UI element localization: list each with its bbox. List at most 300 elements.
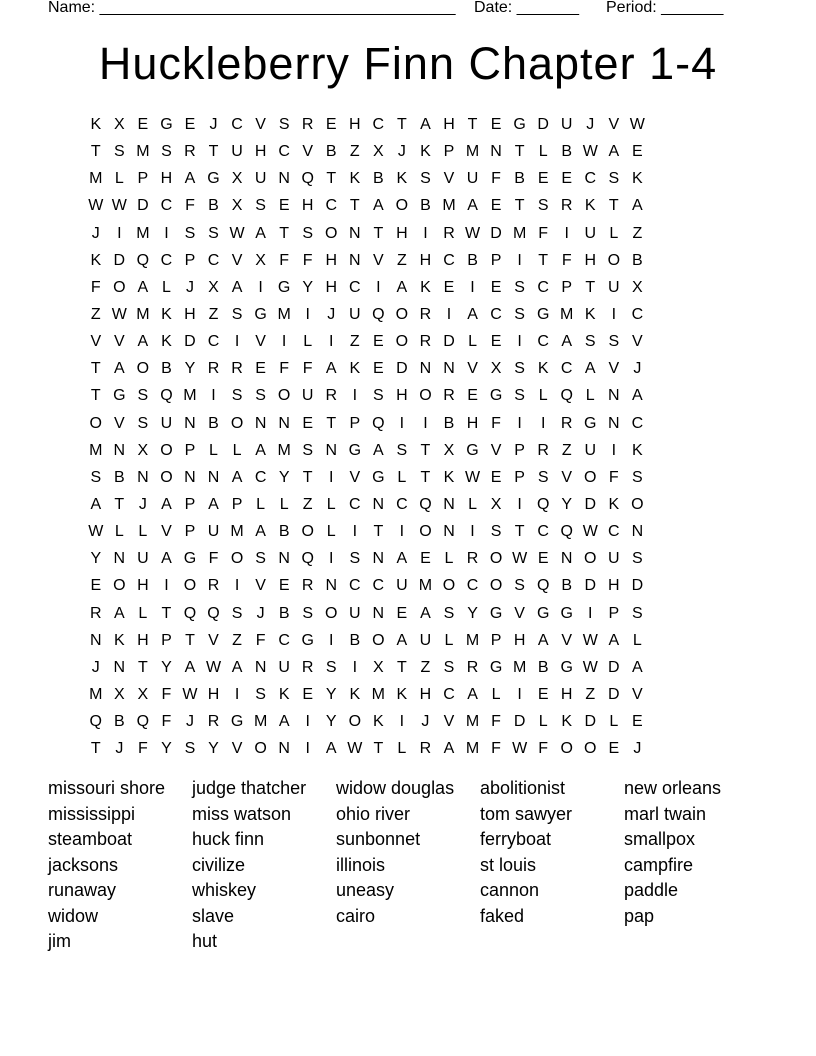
grid-letter: M bbox=[277, 441, 291, 459]
grid-letter: V bbox=[608, 116, 620, 133]
grid-letter: J bbox=[256, 604, 265, 622]
grid-letter: R bbox=[207, 577, 220, 595]
grid-letter: W bbox=[111, 197, 127, 215]
grid-letter: V bbox=[113, 414, 125, 432]
grid-letter: A bbox=[420, 116, 431, 133]
grid-letter: K bbox=[278, 685, 290, 703]
grid-letter: V bbox=[632, 333, 643, 351]
grid-letter: U bbox=[466, 170, 479, 188]
grid-letter: T bbox=[279, 224, 290, 242]
word-bank-item: pap bbox=[624, 905, 655, 926]
grid-letter: S bbox=[443, 604, 455, 622]
grid-letter: G bbox=[254, 305, 267, 323]
grid-letter: C bbox=[207, 251, 220, 269]
grid-letter: N bbox=[443, 523, 455, 541]
grid-letter: W bbox=[582, 658, 598, 676]
grid-letter: L bbox=[444, 550, 454, 568]
grid-letter: A bbox=[608, 143, 620, 161]
grid-letter: C bbox=[584, 170, 597, 188]
grid-letter: V bbox=[561, 468, 573, 486]
grid-letter: Z bbox=[232, 631, 242, 649]
grid-letter: K bbox=[608, 495, 620, 513]
grid-letter: P bbox=[161, 631, 172, 649]
grid-letter: E bbox=[443, 278, 455, 296]
grid-letter: Y bbox=[325, 713, 337, 731]
grid-letter: T bbox=[373, 224, 384, 242]
grid-letter: H bbox=[207, 685, 220, 703]
grid-letter: C bbox=[537, 523, 549, 541]
grid-letter: T bbox=[90, 360, 101, 378]
grid-letter: A bbox=[255, 441, 266, 459]
grid-letter: O bbox=[254, 740, 267, 758]
grid-letter: O bbox=[183, 577, 197, 595]
grid-letter: O bbox=[419, 523, 432, 541]
grid-letter: B bbox=[467, 251, 478, 269]
grid-letter: W bbox=[205, 658, 222, 676]
grid-letter: Z bbox=[585, 685, 596, 703]
grid-letter: I bbox=[164, 577, 169, 595]
grid-letter: W bbox=[582, 523, 598, 541]
grid-letter: T bbox=[420, 468, 431, 486]
grid-letter: E bbox=[396, 604, 408, 622]
grid-letter: T bbox=[373, 740, 384, 758]
grid-letter: U bbox=[231, 143, 243, 161]
grid-letter: H bbox=[160, 170, 173, 188]
grid-letter: W bbox=[111, 305, 127, 323]
grid-letter: Z bbox=[349, 333, 360, 351]
grid-letter: U bbox=[560, 116, 573, 133]
grid-letter: E bbox=[137, 116, 149, 133]
grid-letter: P bbox=[514, 468, 525, 486]
grid-row bbox=[84, 572, 649, 599]
grid-letter: K bbox=[537, 360, 549, 378]
grid-letter: G bbox=[489, 387, 503, 405]
grid-letter: G bbox=[160, 116, 173, 133]
grid-letter: T bbox=[396, 658, 407, 676]
grid-letter: O bbox=[607, 251, 621, 269]
grid-letter: Q bbox=[560, 523, 573, 541]
grid-letter: W bbox=[88, 197, 104, 215]
grid-letter: A bbox=[584, 360, 596, 378]
grid-letter: O bbox=[277, 387, 291, 405]
grid-letter: A bbox=[373, 197, 384, 215]
grid-letter: N bbox=[560, 550, 573, 568]
grid-letter: G bbox=[207, 170, 220, 188]
grid-letter: Z bbox=[90, 305, 101, 323]
grid-letter: F bbox=[90, 278, 101, 296]
grid-letter: W bbox=[464, 224, 481, 242]
grid-letter: C bbox=[560, 360, 573, 378]
grid-letter: Y bbox=[278, 468, 290, 486]
word-bank-item: st louis bbox=[480, 854, 537, 875]
grid-letter: P bbox=[443, 143, 455, 161]
grid-letter: Z bbox=[396, 251, 407, 269]
grid-letter: T bbox=[349, 197, 360, 215]
grid-letter: R bbox=[207, 713, 220, 731]
grid-letter: P bbox=[184, 441, 196, 459]
grid-letter: J bbox=[91, 224, 100, 242]
grid-letter: U bbox=[160, 414, 173, 432]
grid-letter: K bbox=[584, 197, 596, 215]
grid-letter: I bbox=[329, 468, 334, 486]
grid-letter: G bbox=[560, 604, 573, 622]
grid-letter: R bbox=[419, 740, 432, 758]
grid-letter: A bbox=[467, 197, 478, 215]
grid-letter: S bbox=[231, 604, 243, 622]
grid-letter: N bbox=[349, 224, 361, 242]
grid-letter: H bbox=[584, 251, 597, 269]
grid-letter: R bbox=[301, 116, 314, 133]
grid-letter: X bbox=[113, 685, 125, 703]
grid-letter: I bbox=[234, 685, 240, 703]
grid-letter: L bbox=[444, 631, 454, 649]
grid-letter: S bbox=[161, 143, 172, 161]
grid-letter: S bbox=[632, 550, 643, 568]
grid-letter: C bbox=[443, 251, 455, 269]
grid-letter: C bbox=[631, 414, 644, 432]
grid-letter: A bbox=[373, 441, 384, 459]
grid-row bbox=[84, 545, 649, 572]
grid-letter: V bbox=[561, 631, 573, 649]
word-bank-item: miss watson bbox=[192, 803, 292, 824]
grid-letter: J bbox=[185, 713, 194, 731]
grid-letter: S bbox=[514, 360, 525, 378]
grid-letter: G bbox=[489, 658, 503, 676]
grid-letter: N bbox=[372, 604, 385, 622]
grid-letter: G bbox=[489, 604, 503, 622]
grid-letter: L bbox=[397, 468, 407, 486]
word-bank-item: ohio river bbox=[336, 803, 411, 824]
word-bank-item: mississippi bbox=[48, 803, 136, 824]
grid-letter: S bbox=[255, 387, 266, 405]
grid-letter: I bbox=[352, 523, 358, 541]
grid-letter: F bbox=[538, 740, 549, 758]
grid-letter: C bbox=[160, 197, 173, 215]
grid-letter: O bbox=[160, 468, 173, 486]
grid-letter: F bbox=[161, 685, 172, 703]
grid-letter: M bbox=[465, 740, 480, 758]
grid-letter: Y bbox=[325, 685, 337, 703]
grid-letter: O bbox=[395, 333, 409, 351]
grid-letter: L bbox=[538, 387, 548, 405]
grid-row bbox=[84, 437, 649, 464]
grid-letter: O bbox=[584, 740, 597, 758]
grid-letter: B bbox=[325, 143, 337, 161]
grid-letter: X bbox=[490, 495, 502, 513]
grid-letter: Y bbox=[467, 604, 478, 622]
grid-letter: I bbox=[258, 278, 263, 296]
grid-letter: Q bbox=[89, 713, 102, 731]
grid-letter: X bbox=[137, 685, 149, 703]
grid-letter: F bbox=[161, 713, 172, 731]
grid-letter: L bbox=[326, 495, 336, 513]
grid-letter: N bbox=[254, 414, 267, 432]
grid-letter: X bbox=[373, 658, 384, 676]
grid-letter: A bbox=[278, 713, 290, 731]
grid-letter: G bbox=[113, 387, 126, 405]
grid-letter: A bbox=[608, 631, 620, 649]
grid-letter: E bbox=[325, 116, 337, 133]
grid-letter: R bbox=[560, 414, 573, 432]
grid-letter: E bbox=[255, 360, 266, 378]
grid-letter: T bbox=[326, 170, 337, 188]
grid-letter: Z bbox=[349, 143, 360, 161]
word-bank-item: paddle bbox=[624, 880, 679, 900]
grid-letter: L bbox=[279, 495, 289, 513]
grid-letter: U bbox=[207, 523, 220, 541]
grid-letter: R bbox=[184, 143, 196, 161]
grid-letter: T bbox=[90, 387, 101, 405]
grid-letter: R bbox=[419, 333, 432, 351]
grid-letter: J bbox=[586, 116, 595, 133]
grid-letter: Z bbox=[420, 658, 431, 676]
grid-letter: O bbox=[301, 523, 314, 541]
grid-letter: G bbox=[536, 604, 550, 622]
grid-letter: R bbox=[301, 658, 314, 676]
grid-letter: P bbox=[608, 604, 620, 622]
grid-letter: B bbox=[278, 604, 290, 622]
grid-letter: H bbox=[184, 305, 196, 323]
grid-letter: I bbox=[564, 224, 569, 242]
word-bank-item: jim bbox=[48, 931, 71, 951]
grid-letter: L bbox=[609, 713, 619, 731]
grid-letter: Y bbox=[208, 740, 219, 758]
grid-letter: I bbox=[446, 305, 452, 323]
grid-letter: A bbox=[255, 224, 266, 242]
grid-letter: E bbox=[537, 550, 549, 568]
grid-letter: O bbox=[325, 604, 338, 622]
grid-letter: F bbox=[302, 251, 313, 269]
grid-letter: S bbox=[302, 441, 314, 459]
grid-letter: C bbox=[349, 577, 361, 595]
grid-letter: I bbox=[517, 333, 522, 351]
grid-letter: Q bbox=[183, 604, 197, 622]
grid-letter: T bbox=[467, 116, 478, 133]
grid-letter: C bbox=[278, 631, 290, 649]
grid-letter: O bbox=[325, 224, 338, 242]
grid-letter: E bbox=[632, 143, 643, 161]
grid-letter: S bbox=[490, 523, 502, 541]
grid-letter: F bbox=[561, 251, 572, 269]
grid-letter: E bbox=[490, 116, 502, 133]
grid-letter: U bbox=[608, 278, 620, 296]
grid-letter: V bbox=[255, 333, 266, 351]
grid-letter: L bbox=[538, 713, 548, 731]
grid-letter: I bbox=[517, 495, 522, 513]
grid-letter: T bbox=[585, 278, 596, 296]
grid-letter: D bbox=[513, 713, 526, 731]
grid-letter: R bbox=[207, 360, 220, 378]
grid-letter: H bbox=[301, 197, 314, 215]
grid-letter: N bbox=[443, 360, 455, 378]
grid-letter: L bbox=[468, 495, 477, 513]
grid-letter: I bbox=[588, 604, 593, 622]
grid-letter: Y bbox=[561, 495, 573, 513]
grid-letter: B bbox=[561, 143, 573, 161]
grid-letter: E bbox=[90, 577, 102, 595]
grid-letter: W bbox=[582, 631, 598, 649]
grid-letter: M bbox=[442, 197, 456, 215]
grid-letter: J bbox=[115, 740, 124, 758]
grid-letter: A bbox=[396, 278, 408, 296]
grid-letter: P bbox=[349, 414, 361, 432]
grid-letter: K bbox=[584, 305, 596, 323]
grid-letter: A bbox=[632, 387, 643, 405]
grid-letter: D bbox=[537, 116, 549, 133]
grid-letter: N bbox=[113, 441, 126, 459]
grid-letter: G bbox=[277, 278, 291, 296]
grid-letter: M bbox=[89, 441, 103, 459]
grid-letter: G bbox=[230, 713, 244, 731]
grid-letter: S bbox=[396, 441, 408, 459]
grid-letter: C bbox=[372, 116, 385, 133]
grid-letter: T bbox=[302, 468, 313, 486]
grid-letter: G bbox=[466, 441, 479, 459]
grid-letter: B bbox=[537, 658, 549, 676]
grid-letter: N bbox=[608, 414, 620, 432]
grid-letter: A bbox=[231, 468, 243, 486]
grid-letter: I bbox=[611, 305, 617, 323]
grid-letter: O bbox=[136, 360, 150, 378]
grid-letter: U bbox=[278, 658, 290, 676]
grid-letter: D bbox=[443, 333, 455, 351]
grid-letter: L bbox=[209, 441, 218, 459]
grid-letter: Q bbox=[301, 550, 314, 568]
grid-letter: Z bbox=[632, 224, 643, 242]
grid-letter: G bbox=[513, 116, 526, 133]
grid-letter: G bbox=[301, 631, 314, 649]
grid-letter: J bbox=[421, 713, 430, 731]
grid-letter: I bbox=[234, 333, 240, 351]
grid-letter: J bbox=[633, 740, 642, 758]
grid-letter: S bbox=[302, 604, 314, 622]
grid-letter: O bbox=[395, 305, 409, 323]
grid-letter: K bbox=[632, 441, 643, 459]
date-field-label: Date: _______ bbox=[474, 0, 579, 16]
word-bank-item: cannon bbox=[480, 880, 540, 900]
word-bank-item: whiskey bbox=[192, 880, 257, 900]
grid-letter: S bbox=[608, 333, 620, 351]
word-bank-item: steamboat bbox=[48, 829, 133, 849]
grid-letter: S bbox=[208, 224, 219, 242]
grid-letter: A bbox=[632, 658, 643, 676]
grid-letter: E bbox=[561, 170, 573, 188]
grid-letter: H bbox=[560, 685, 573, 703]
grid-letter: L bbox=[491, 685, 501, 703]
grid-letter: E bbox=[184, 116, 196, 133]
grid-letter: V bbox=[208, 631, 219, 649]
grid-letter: S bbox=[255, 550, 266, 568]
word-bank-item: new orleans bbox=[624, 778, 722, 798]
grid-letter: I bbox=[399, 523, 405, 541]
grid-letter: N bbox=[608, 387, 620, 405]
grid-letter: E bbox=[490, 197, 502, 215]
grid-letter: M bbox=[465, 143, 480, 161]
grid-letter: R bbox=[325, 387, 338, 405]
grid-letter: M bbox=[136, 305, 150, 323]
grid-letter: O bbox=[113, 577, 126, 595]
grid-letter: S bbox=[184, 224, 196, 242]
grid-letter: D bbox=[490, 224, 502, 242]
grid-letter: V bbox=[90, 333, 102, 351]
grid-letter: K bbox=[632, 170, 643, 188]
grid-letter: M bbox=[465, 713, 480, 731]
grid-letter: U bbox=[584, 224, 597, 242]
grid-letter: O bbox=[442, 577, 456, 595]
grid-letter: E bbox=[373, 333, 384, 351]
grid-letter: M bbox=[230, 523, 244, 541]
grid-letter: A bbox=[90, 495, 102, 513]
grid-letter: S bbox=[90, 468, 102, 486]
grid-letter: L bbox=[632, 631, 642, 649]
grid-letter: Q bbox=[372, 305, 385, 323]
grid-letter: N bbox=[278, 550, 290, 568]
grid-letter: V bbox=[161, 523, 172, 541]
grid-letter: C bbox=[608, 523, 620, 541]
grid-letter: R bbox=[537, 441, 549, 459]
grid-letter: N bbox=[113, 550, 126, 568]
grid-letter: M bbox=[512, 224, 527, 242]
grid-letter: S bbox=[278, 116, 290, 133]
grid-letter: X bbox=[208, 278, 219, 296]
grid-letter: A bbox=[443, 740, 455, 758]
grid-letter: F bbox=[491, 740, 501, 758]
grid-letter: X bbox=[632, 278, 643, 296]
grid-letter: I bbox=[423, 224, 428, 242]
grid-letter: X bbox=[137, 441, 149, 459]
grid-row bbox=[84, 355, 649, 382]
grid-letter: D bbox=[584, 495, 597, 513]
grid-letter: X bbox=[373, 143, 384, 161]
grid-letter: H bbox=[325, 278, 338, 296]
grid-letter: V bbox=[632, 685, 643, 703]
grid-letter: Y bbox=[90, 550, 102, 568]
grid-letter: N bbox=[278, 740, 290, 758]
grid-letter: T bbox=[514, 143, 525, 161]
grid-letter: X bbox=[255, 251, 266, 269]
grid-letter: O bbox=[230, 414, 244, 432]
grid-letter: S bbox=[373, 387, 384, 405]
grid-row bbox=[84, 518, 649, 545]
grid-letter: S bbox=[137, 414, 149, 432]
grid-letter: F bbox=[491, 170, 501, 188]
grid-letter: V bbox=[443, 170, 455, 188]
grid-letter: I bbox=[540, 414, 546, 432]
grid-letter: M bbox=[89, 170, 103, 188]
grid-row bbox=[84, 138, 649, 165]
grid-letter: W bbox=[88, 523, 104, 541]
grid-letter: N bbox=[372, 495, 385, 513]
grid-letter: H bbox=[396, 387, 408, 405]
grid-letter: P bbox=[514, 441, 525, 459]
grid-letter: X bbox=[490, 360, 502, 378]
word-bank-item: missouri shore bbox=[48, 778, 166, 798]
grid-letter: D bbox=[137, 197, 149, 215]
grid-letter: T bbox=[373, 523, 384, 541]
grid-letter: U bbox=[349, 604, 361, 622]
grid-letter: Q bbox=[136, 251, 150, 269]
grid-letter: I bbox=[399, 713, 405, 731]
grid-letter: S bbox=[349, 550, 361, 568]
grid-letter: M bbox=[183, 387, 197, 405]
grid-letter: A bbox=[208, 495, 219, 513]
grid-letter: P bbox=[184, 495, 196, 513]
grid-letter: O bbox=[372, 631, 385, 649]
grid-letter: E bbox=[490, 468, 502, 486]
grid-letter: S bbox=[608, 170, 620, 188]
grid-letter: K bbox=[420, 278, 431, 296]
grid-letter: W bbox=[182, 685, 198, 703]
